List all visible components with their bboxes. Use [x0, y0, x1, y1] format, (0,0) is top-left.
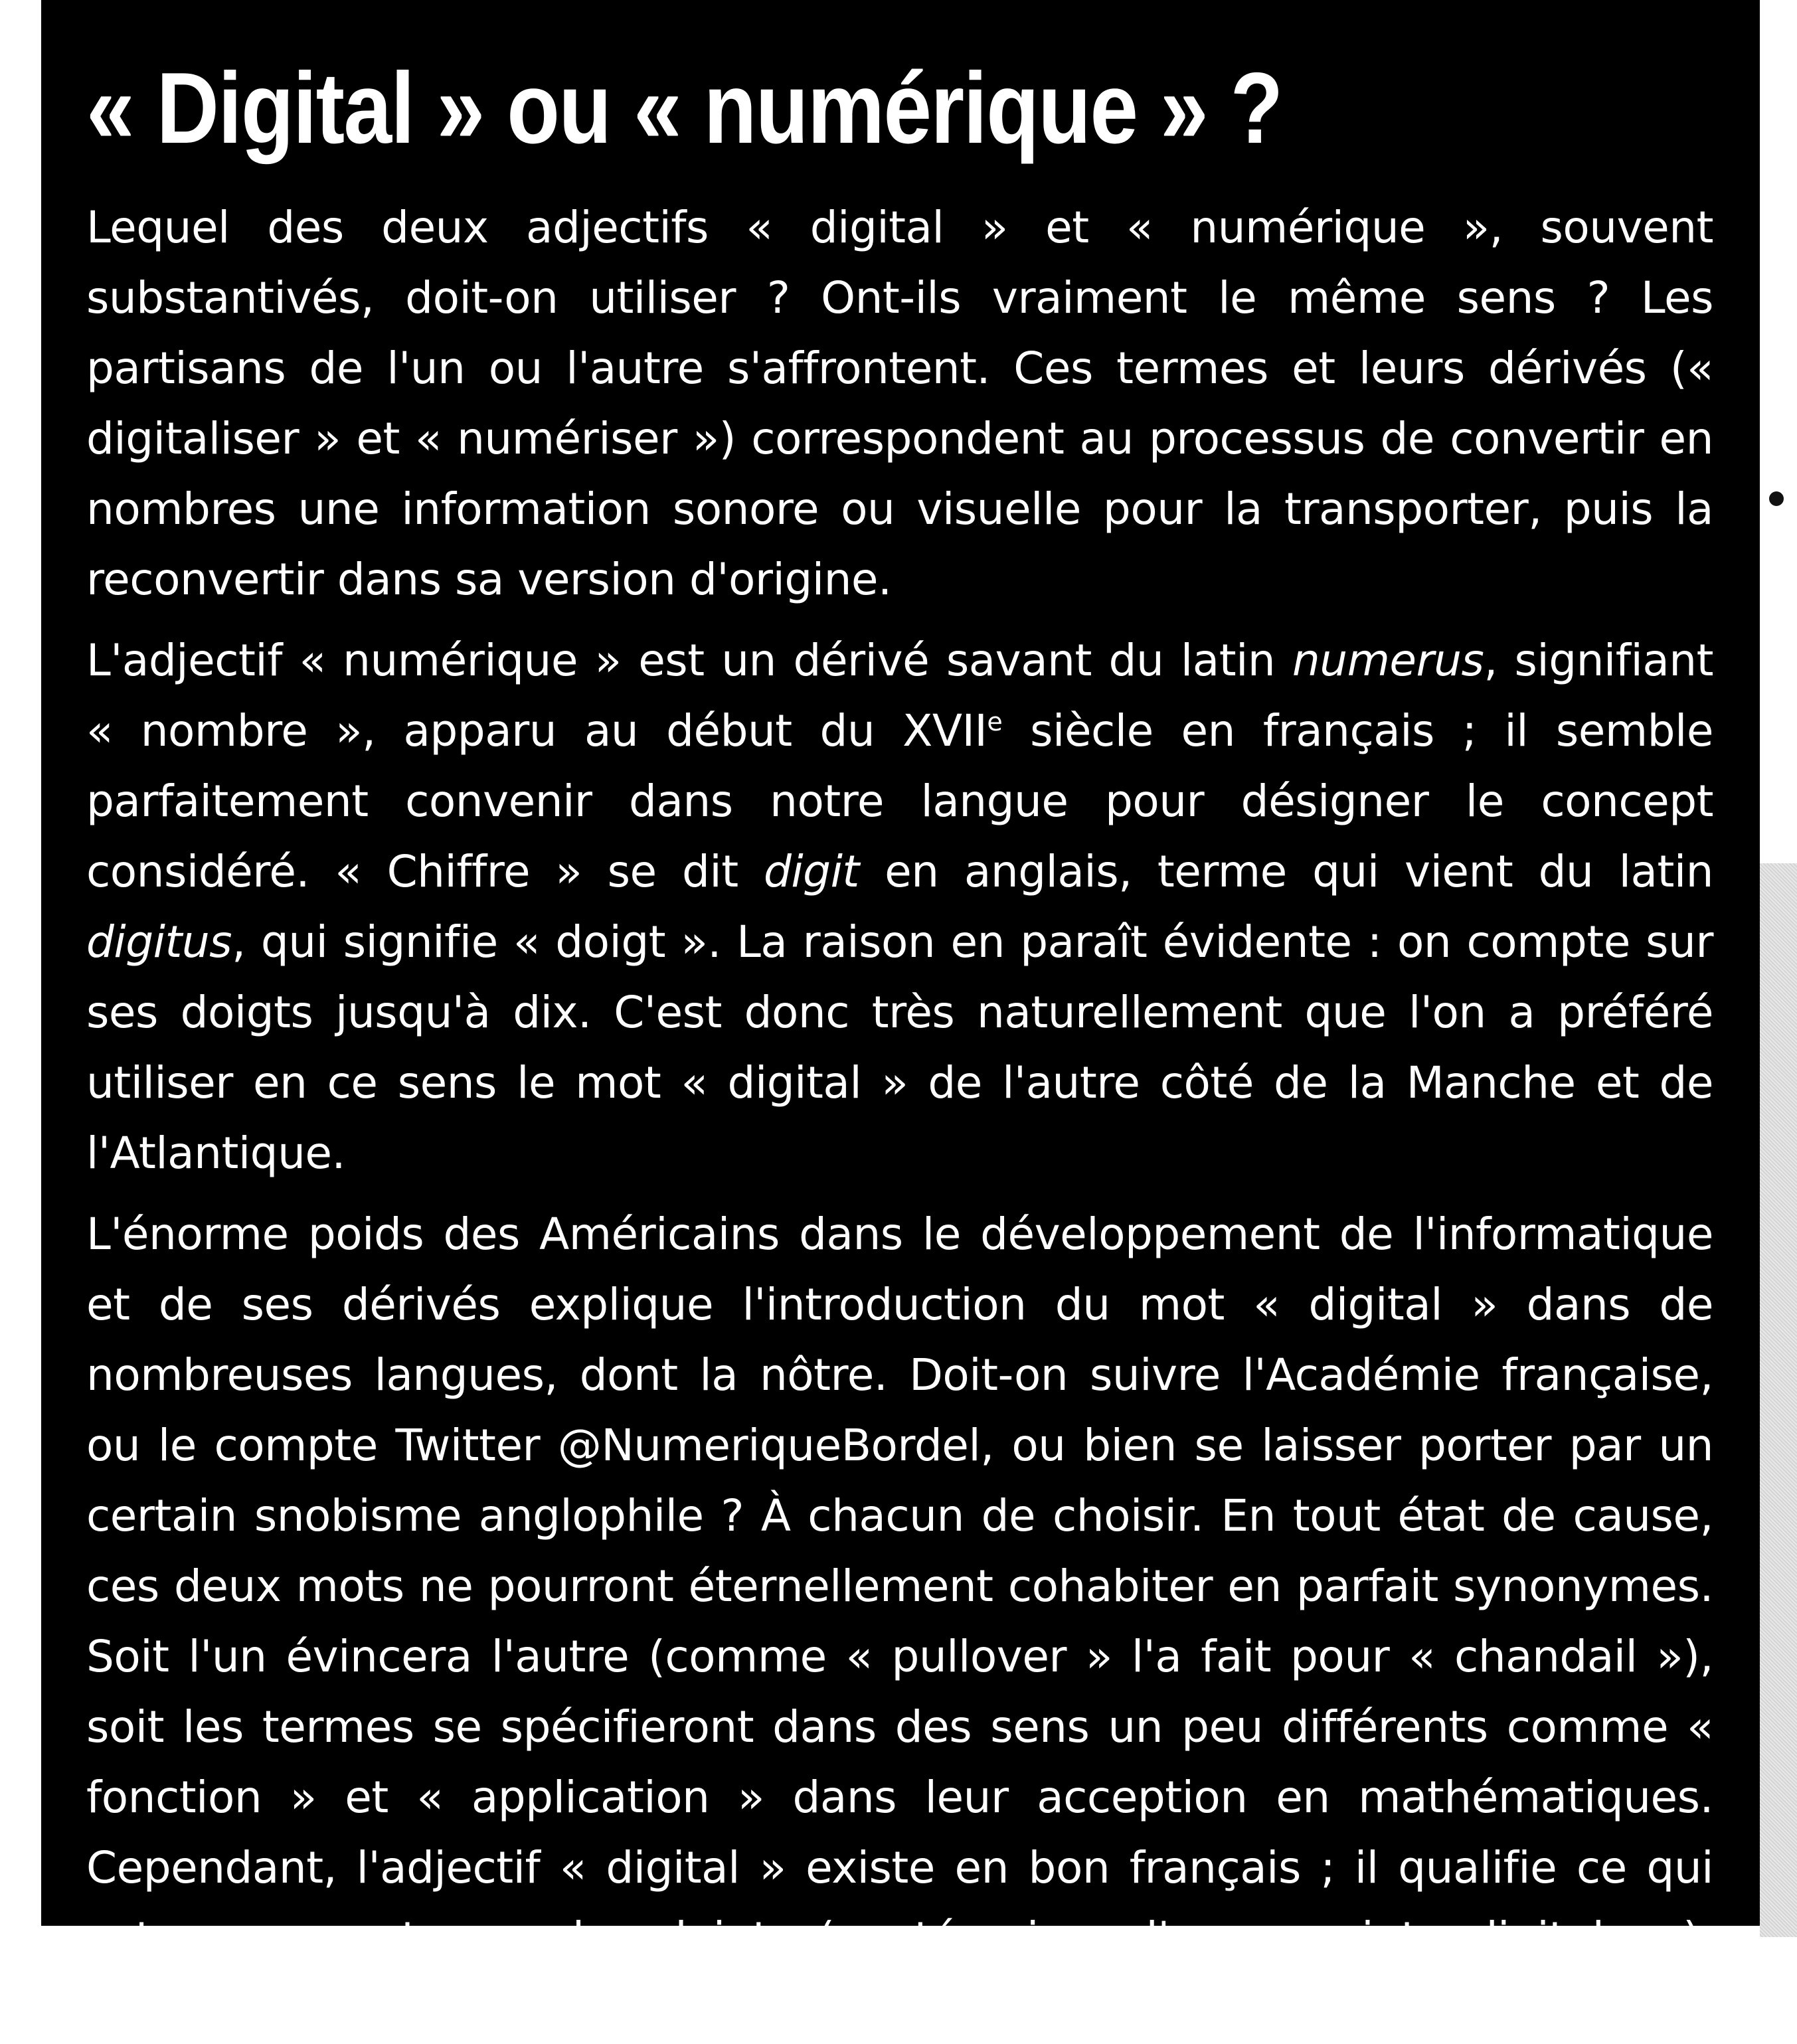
- p2-text-2: , signifiant « nombre », apparu au début du XVII: [86, 635, 1713, 756]
- p2-italic-digitus: digitus: [86, 916, 232, 968]
- paragraph-2: [86, 626, 1713, 1189]
- page-edge-texture: [1760, 863, 1797, 1937]
- margin-bullet: [1769, 491, 1784, 506]
- p2-text-5: , qui signifie « doigt ». La raison en paraît évidente : on compte sur ses doigts jusqu'à dix. C'est donc très naturellement que l'on a préféré utiliser en ce sens le mot « digital » de l'autre côté de la Manche et de l'Atlantique.: [86, 916, 1713, 1179]
- p2-text-3: siècle en français ; il semble parfaitement convenir dans notre langue pour désigner le concept considéré. « Chiffre » se dit: [86, 705, 1714, 897]
- p2-text-1: L'adjectif « numérique » est un dérivé savant du latin: [86, 635, 1292, 686]
- article-title: « Digital » ou « numérique » ?: [86, 52, 1282, 165]
- article-box: [41, 0, 1760, 2034]
- p2-italic-digit: digit: [763, 846, 859, 897]
- paragraph-3: L'énorme poids des Américains dans le développement de l'informatique et de ses dérivés explique l'introduction du mot « digital » dans de nombreuses langues, dont la nôtre. Doit-on suivre l'Académie française, ou le compte Twitter @NumeriqueBordel, ou bien se laisser porter par un certain snobisme anglophile ? À chacun de choisir. En tout état de cause, ces deux mots ne pourront éternellement cohabiter en parfait synonymes. Soit l'un évincera l'autre (comme « pullover » l'a fait pour « chandail »), soit les termes se spécifieront dans des sens un peu différents comme « fonction » et « application » dans leur acception en mathématiques. Cependant, l'adjectif « digital » existe en bon français ; il qualifie ce qui est en rapport avec les doigts (en témoigne l'« empreinte digitale »). L'arrivée des écrans tactiles peut redonner tout son sens à cet adjectif !: [86, 1209, 1713, 2034]
- paragraph-1: Lequel des deux adjectifs « digital » et « numérique », souvent substantivés, doit-on utiliser ? Ont-ils vraiment le même sens ? Les partisans de l'un ou l'autre s'affrontent. Ces termes et leurs dérivés (« digitaliser » et « numériser ») correspondent au processus de convertir en nombres une information sonore ou visuelle pour la transporter, puis la reconvertir dans sa version d'origine.: [86, 202, 1713, 605]
- p2-italic-numerus: numerus: [1292, 635, 1484, 686]
- p2-text-4: en anglais, terme qui vient du latin: [859, 846, 1713, 897]
- p2-century-superscript: e: [987, 707, 1003, 736]
